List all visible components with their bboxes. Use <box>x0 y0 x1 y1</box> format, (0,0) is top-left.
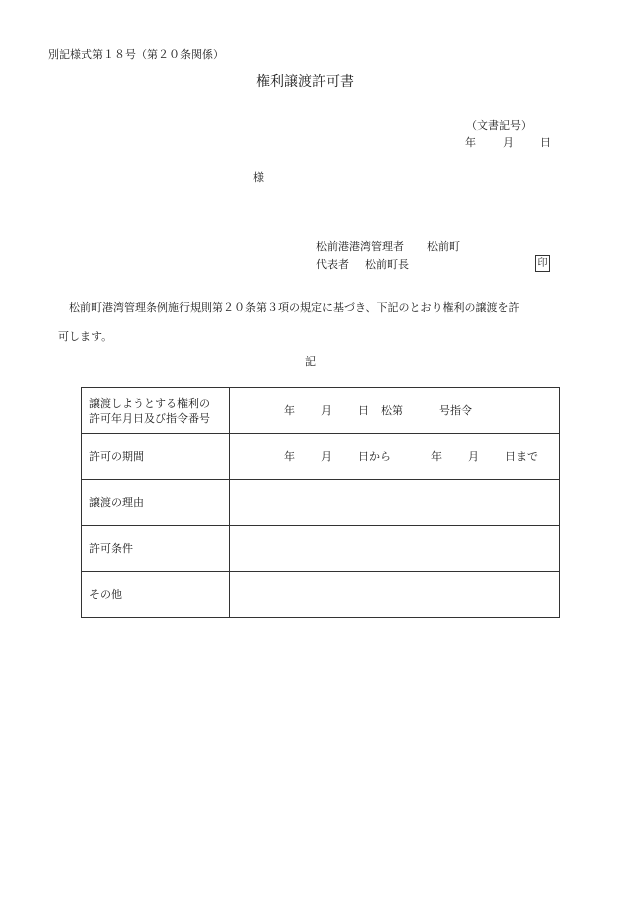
start-month-label: 月 <box>321 450 332 463</box>
issuer-town: 松前町 <box>427 240 460 253</box>
table-row <box>82 434 560 480</box>
form-number: 別記様式第１８号（第２０条関係） <box>48 48 224 61</box>
representative-name: 松前町長 <box>365 258 409 271</box>
body-paragraph <box>58 293 583 351</box>
label-line: 許可年月日及び指令番号 <box>89 411 210 425</box>
document-number: （文書記号） <box>466 119 532 132</box>
table-row <box>82 480 560 526</box>
date-day-label: 日 <box>540 136 551 149</box>
row-label-permit-date-number <box>82 388 230 434</box>
row-label-permit-period: 許可の期間 <box>82 434 230 480</box>
permit-date-number-field[interactable] <box>230 388 560 434</box>
seal-mark: 印 <box>535 255 550 272</box>
permit-details-table <box>81 387 560 618</box>
order-prefix: 松第 <box>381 404 403 417</box>
issuer-role: 松前港港湾管理者 <box>316 240 404 253</box>
other-field[interactable] <box>230 572 560 618</box>
row-label-permit-conditions: 許可条件 <box>82 526 230 572</box>
representative-role: 代表者 <box>316 258 349 271</box>
row-label-transfer-reason: 譲渡の理由 <box>82 480 230 526</box>
order-suffix: 号指令 <box>439 404 472 417</box>
document-title: 権利譲渡許可書 <box>256 74 354 90</box>
start-day-label: 日から <box>358 450 391 463</box>
label-line: 譲渡しようとする権利の <box>89 396 210 410</box>
table-row <box>82 572 560 618</box>
date-year-label: 年 <box>465 136 476 149</box>
row-label-other: その他 <box>82 572 230 618</box>
body-line-1: 松前町港湾管理条例施行規則第２０条第３項の規定に基づき、下記のとおり権利の譲渡を許 <box>69 301 520 314</box>
year-label: 年 <box>284 404 295 417</box>
end-month-label: 月 <box>468 450 479 463</box>
table-row <box>82 526 560 572</box>
end-day-label: 日まで <box>505 450 538 463</box>
body-line-2: 可します。 <box>58 330 113 343</box>
day-label: 日 <box>358 404 369 417</box>
note-heading: 記 <box>305 355 316 368</box>
date-month-label: 月 <box>503 136 514 149</box>
permit-period-field[interactable] <box>230 434 560 480</box>
transfer-reason-field[interactable] <box>230 480 560 526</box>
addressee-honorific: 様 <box>253 171 264 184</box>
table-row <box>82 388 560 434</box>
month-label: 月 <box>321 404 332 417</box>
start-year-label: 年 <box>284 450 295 463</box>
end-year-label: 年 <box>431 450 442 463</box>
permit-conditions-field[interactable] <box>230 526 560 572</box>
